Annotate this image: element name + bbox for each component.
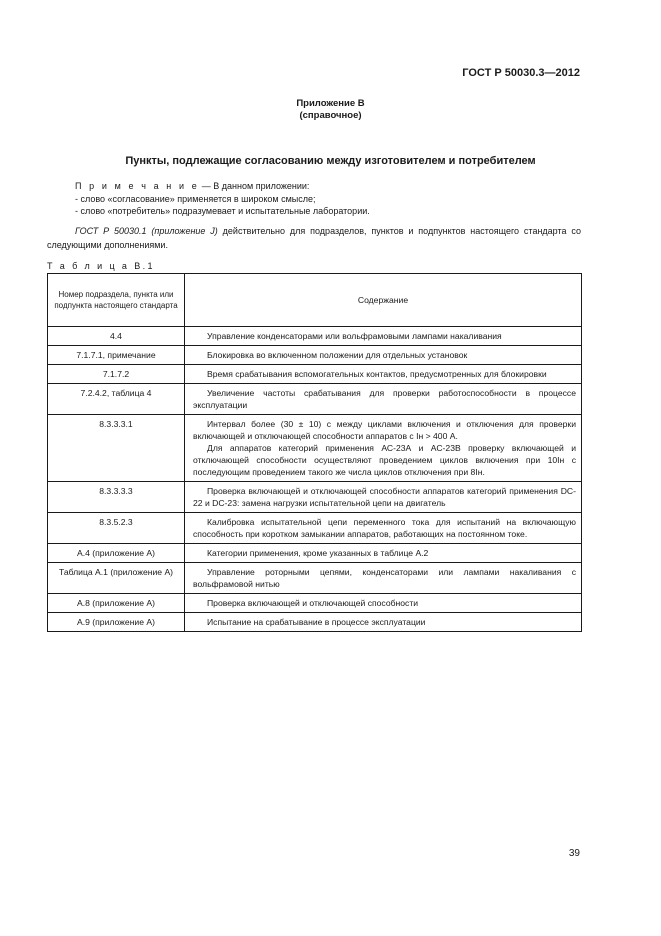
table-row [48, 346, 582, 365]
table-row [48, 613, 582, 632]
note-lead: — В данном приложении: [199, 181, 310, 191]
row-content [185, 327, 582, 346]
content-paragraph: Управление роторными цепями, конденсаторами или лампами накаливания с вольфрамовой нитью [193, 567, 576, 589]
section-title: Пункты, подлежащие согласованию между изготовителем и потребителем [125, 155, 536, 167]
table-row [48, 327, 582, 346]
content-paragraph: Испытание на срабатывание в процессе эксплуатации [207, 617, 426, 627]
table-row [48, 384, 582, 415]
content-paragraph: Для аппаратов категорий применения АС-23А и АС-23В проверку включающей и отключающей способности осуществляют проведением циклов включения при 10Iн с последующим проведением такого же числа циклов отключения при 8Iн. [193, 443, 576, 477]
row-content [185, 346, 582, 365]
table-body [48, 327, 582, 632]
annex-heading [0, 98, 661, 122]
requirements-table [47, 273, 582, 632]
standard-code: ГОСТ Р 50030.3—2012 [462, 67, 580, 79]
table-row [48, 365, 582, 384]
row-content [185, 482, 582, 513]
row-reference: 8.3.3.3.1 [48, 415, 185, 482]
content-paragraph: Калибровка испытательной цепи переменного тока для испытаний на включающую способность при коротком замыкании аппаратов, работающих на постоянном токе. [193, 517, 576, 539]
intro-text: действительно для подразделов, пунктов и подпунктов настоящего стандарта со следующими дополнениями. [47, 226, 581, 250]
row-reference: 8.3.3.3.3 [48, 482, 185, 513]
row-content [185, 365, 582, 384]
intro-reference: ГОСТ Р 50030.1 (приложение J) [75, 226, 218, 236]
content-paragraph: Категории применения, кроме указанных в таблице А.2 [207, 548, 429, 558]
table-header-row [48, 274, 582, 327]
column-header-section-number: Номер подраздела, пункта или подпункта настоящего стандарта [48, 274, 185, 327]
content-paragraph: Проверка включающей и отключающей способности [207, 598, 419, 608]
row-content [185, 594, 582, 613]
row-reference: 4.4 [48, 327, 185, 346]
note-block [75, 180, 370, 218]
row-reference: А.4 (приложение А) [48, 544, 185, 563]
row-content [185, 563, 582, 594]
content-paragraph: Управление конденсаторами или вольфрамовыми лампами накаливания [207, 331, 502, 341]
row-content [185, 613, 582, 632]
row-content [185, 384, 582, 415]
column-header-content: Содержание [185, 274, 582, 327]
table-label: Т а б л и ц а В.1 [47, 261, 155, 271]
row-reference: 8.3.5.2.3 [48, 513, 185, 544]
content-paragraph: Увеличение частоты срабатывания для проверки работоспособности в процессе эксплуатации [193, 388, 576, 410]
row-reference: Таблица А.1 (приложение А) [48, 563, 185, 594]
table-row [48, 544, 582, 563]
note-item: - слово «согласование» применяется в широком смысле; [75, 193, 316, 204]
row-content [185, 544, 582, 563]
note-label: П р и м е ч а н и е [75, 181, 200, 191]
content-paragraph: Интервал более (30 ± 10) с между циклами включения и отключения для проверки включающей и отключающей способности аппаратов с Iн > 400 А. [193, 419, 576, 441]
annex-title: Приложение В [296, 98, 365, 109]
table-row [48, 513, 582, 544]
row-reference: А.9 (приложение А) [48, 613, 185, 632]
row-reference: 7.2.4.2, таблица 4 [48, 384, 185, 415]
content-paragraph: Время срабатывания вспомогательных контактов, предусмотренных для блокировки [207, 369, 547, 379]
row-reference: 7.1.7.2 [48, 365, 185, 384]
content-paragraph: Проверка включающей и отключающей способности аппаратов категорий применения DC-22 и DC-23: замена нагрузки испытательной цепи на двигатель [193, 486, 576, 508]
table-row [48, 482, 582, 513]
page-number: 39 [568, 848, 580, 859]
intro-paragraph [47, 225, 581, 252]
row-reference: А.8 (приложение А) [48, 594, 185, 613]
note-item: - слово «потребитель» подразумевает и испытательные лаборатории. [75, 206, 370, 216]
row-reference: 7.1.7.1, примечание [48, 346, 185, 365]
row-content [185, 415, 582, 482]
row-content [185, 513, 582, 544]
annex-subtitle: (справочное) [299, 110, 362, 121]
content-paragraph: Блокировка во включенном положении для отдельных установок [207, 350, 468, 360]
note-lead-line [75, 180, 370, 193]
table-row [48, 594, 582, 613]
table-row [48, 563, 582, 594]
table-row [48, 415, 582, 482]
